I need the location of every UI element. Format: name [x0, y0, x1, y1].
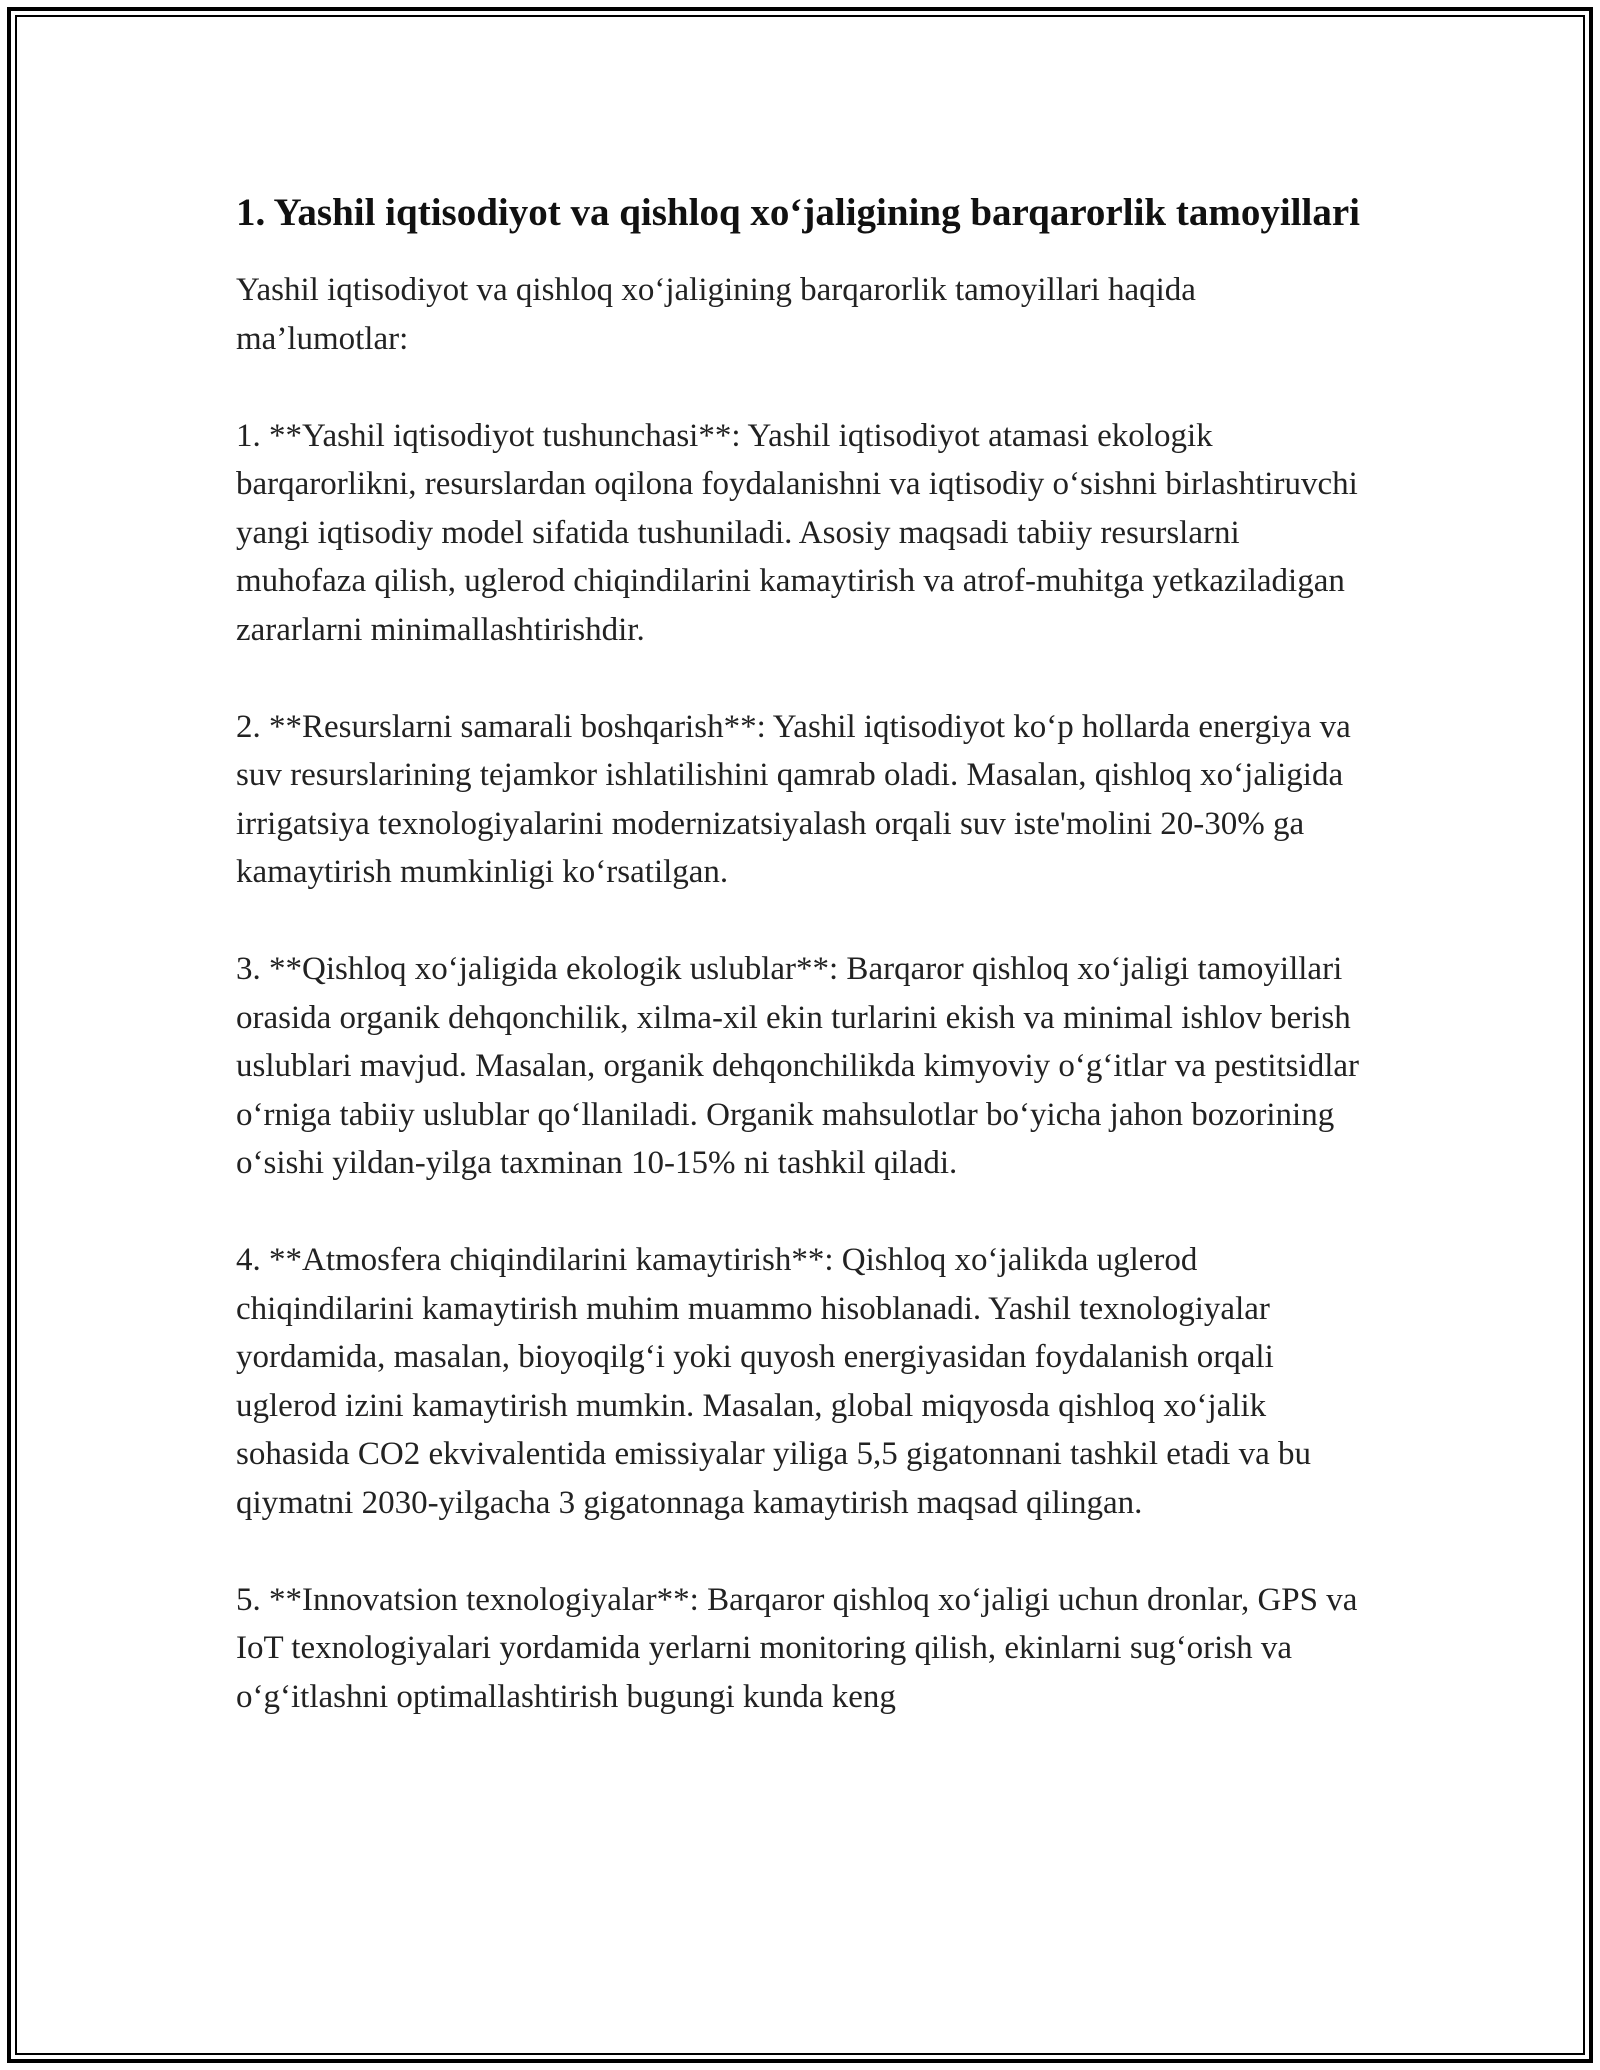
- paragraph-ecological-methods: 3. **Qishloq xo‘jaligida ekologik uslublar**: Barqaror qishloq xo‘jaligi tamoyillari orasida organik dehqonchilik, xilma-xil ekin turlarini ekish va minimal ishlov berish uslublari mavjud. Masalan, organik dehqonchilikda kimyoviy o‘g‘itlar va pestitsidlar o‘rniga tabiiy uslublar qo‘llaniladi. Organik mahsulotlar bo‘yicha jahon bozorining o‘sishi yildan-yilga taxminan 10-15% ni tashkil qiladi.: [236, 951, 1359, 1181]
- document-page: [236, 185, 1370, 1770]
- paragraph-resource-management: 2. **Resurslarni samarali boshqarish**: Yashil iqtisodiyot ko‘p hollarda energiya va suv resurslarining tejamkor ishlatilishini qamrab oladi. Masalan, qishloq xo‘jaligida irrigatsiya texnologiyalarini modernizatsiyalash orqali suv iste'molini 20-30% ga kamaytirish mumkinligi ko‘rsatilgan.: [236, 708, 1351, 890]
- paragraph-green-economy-concept: 1. **Yashil iqtisodiyot tushunchasi**: Yashil iqtisodiyot atamasi ekologik barqarorlikni, resurslardan oqilona foydalanishni va iqtisodiy o‘sishni birlashtiruvchi yangi iqtisodiy model sifatida tushuniladi. Asosiy maqsadi tabiiy resurslarni muhofaza qilish, uglerod chiqindilarini kamaytirish va atrof-muhitga yetkaziladigan zararlarni minimallashtirishdir.: [236, 417, 1358, 648]
- intro-paragraph: Yashil iqtisodiyot va qishloq xo‘jaligining barqarorlik tamoyillari haqida ma’lumotlar:: [236, 272, 1196, 357]
- paragraph-innovative-technologies: 5. **Innovatsion texnologiyalar**: Barqaror qishloq xo‘jaligi uchun dronlar, GPS va IoT texnologiyalari yordamida yerlarni monitoring qilish, ekinlarni sug‘orish va o‘g‘itlashni optimallashtirish bugungi kunda keng: [236, 1581, 1358, 1715]
- document-title: 1. Yashil iqtisodiyot va qishloq xo‘jaligining barqarorlik tamoyillari: [236, 191, 1360, 234]
- paragraph-emission-reduction: 4. **Atmosfera chiqindilarini kamaytirish**: Qishloq xo‘jalikda uglerod chiqindilarini kamaytirish muhim muammo hisoblanadi. Yashil texnologiyalar yordamida, masalan, bioyoqilg‘i yoki quyosh energiyasidan foydalanish orqali uglerod izini kamaytirish mumkin. Masalan, global miqyosda qishloq xo‘jalik sohasida CO2 ekvivalentida emissiyalar yiliga 5,5 gigatonnani tashkil etadi va bu qiymatni 2030-yilgacha 3 gigatonnaga kamaytirish maqsad qilingan.: [236, 1242, 1312, 1521]
